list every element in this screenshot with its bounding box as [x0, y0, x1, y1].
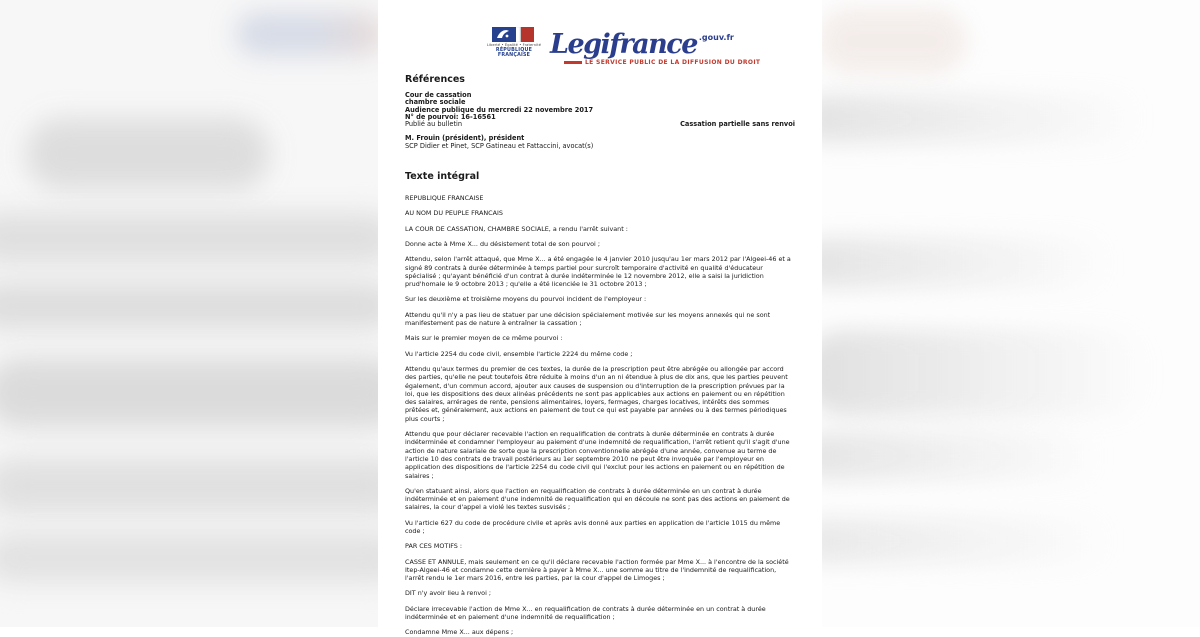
blurred-logo-reflection — [235, 12, 385, 56]
blur-band — [802, 238, 1112, 288]
background-blur-right — [822, 0, 1200, 627]
decision-paragraph: CASSE ET ANNULE, mais seulement en ce qu'il déclare recevable l'action formée par Mme X... à l'encontre de la société Itep-Algeei-46 et condamne cette dernière à payer à Mme X... une somme au titre de l'indemnité de requalification, l'arrêt rendu le 1er mars 2016, entre les parties, par la cour d'appel de Limoges ; — [405, 557, 789, 583]
blur-band — [25, 118, 270, 190]
references-heading: Références — [405, 74, 465, 85]
reference-line: Audience publique du mercredi 22 novembre 2017 — [405, 105, 594, 114]
decision-paragraph: Déclare irrecevable l'action de Mme X... en requalification de contrats à durée déterminée en un contrat à durée indéterminée et en paiement d'une indemnité de requalification ; — [405, 604, 766, 622]
decision-paragraph: Sur les deuxième et troisième moyens du pourvoi incident de l'employeur : — [405, 295, 647, 304]
full-text-body — [405, 194, 795, 637]
marianne-icon — [492, 27, 516, 42]
blur-band — [802, 330, 1152, 416]
decision-paragraph: REPUBLIQUE FRANCAISE — [405, 194, 484, 203]
decision-paragraph: Condamne Mme X... aux dépens ; — [405, 628, 514, 637]
reference-line: Cour de cassation — [405, 91, 472, 99]
reference-line: N° de pourvoi: 16-16561 — [405, 112, 496, 121]
blur-band — [817, 8, 967, 74]
references-lines — [405, 92, 795, 121]
background-blur-left — [0, 0, 378, 627]
decision-paragraph: Attendu qu'aux termes du premier de ces textes, la durée de la prescription peut être abrégée ou allongée par accord des parties, qu'elle ne peut toutefois être réduite à moins d'un an ni étendue à plus de dix ans, que les parties peuvent également, d'un commun accord, ajouter aux causes de suspension ou d'interruption de la prescription prévues par la loi, que les dispositions des deux alinéas précédents ne sont pas applicables aux actions en paiement ou en répétition des salaires, arrérages de rente, pensions alimentaires, loyers, fermages, charges locatives, intérêts des sommes prêtées et, généralement, aux actions en paiement de tout ce qui est payable par années ou à des termes périodiques plus courts ; — [405, 364, 788, 423]
full-text-heading: Texte intégral — [405, 171, 480, 183]
legifrance-wordmark — [550, 24, 760, 66]
references-block — [405, 92, 795, 150]
decision-paragraph: Qu'en statuant ainsi, alors que l'action en requalification de contrats à durée déterminée en un contrat à durée indéterminée et en paiement d'une indemnité de requalification qui en découle ne sont pas des actions en paiement de salaires, la cour d'appel a violé les textes susvisés ; — [405, 486, 790, 512]
decision-paragraph: Attendu que pour déclarer recevable l'action en requalification de contrats à durée déterminée en contrats à durée indéterminée et condamner l'employeur au paiement d'une indemnité de requalification, l'arrêt retient qu'il s'agit d'une action de nature salariale de sorte que la prescription conventionnelle abrégée d'une année, convenue au terme de l'article 10 des contrats de travail postérieurs au 1er septembre 2010 ne peut être invoquée par l'employeur en application des dispositions de l'article 2254 du code civil qui l'exclut pour les actions en paiement ou en répétition de salaires ; — [405, 430, 790, 480]
republique-francaise-emblem — [485, 27, 543, 59]
marianne-motto: Liberté • Égalité • Fraternité — [486, 43, 542, 47]
decision-paragraph: Attendu, selon l'arrêt attaqué, que Mme X... a été engagée le 4 janvier 2010 jusqu'au 1er mars 2012 par l'Algeei-46 et a signé 89 contrats à durée déterminée à temps partiel pour surcroît temporaire d'activité en qualité d'éducateur spécialisé ; qu'ayant bénéficié d'un contrat à durée indéterminée le 12 novembre 2012, elle a saisi la juridiction prud'homale le 9 octobre 2013 ; qu'elle a été licenciée le 31 octobre 2013 ; — [405, 255, 791, 289]
decision-paragraph: PAR CES MOTIFS : — [405, 542, 463, 551]
blur-band — [0, 358, 405, 428]
marianne-name: RÉPUBLIQUE FRANÇAISE — [495, 47, 533, 58]
document-page — [378, 0, 822, 637]
blur-band — [802, 432, 1102, 480]
brand-text: Legifrance — [550, 29, 697, 60]
publication-row — [405, 121, 795, 128]
decision-paragraph: Attendu qu'il n'y a pas lieu de statuer par une décision spécialement motivée sur les moyens annexés qui ne sont manifestement pas de nature à entraîner la cassation ; — [405, 310, 771, 328]
decision-badge: Cassation partielle sans renvoi — [680, 120, 795, 129]
decision-paragraph: Vu l'article 2254 du code civil, ensemble l'article 2224 du même code ; — [405, 349, 633, 358]
lawyers-line: SCP Didier et Pinet, SCP Gatineau et Fattaccini, avocat(s) — [405, 141, 594, 150]
decision-paragraph: Vu l'article 627 du code de procédure civile et après avis donné aux parties en application de l'article 1015 du même code ; — [405, 518, 781, 535]
decision-paragraph: AU NOM DU PEUPLE FRANCAIS — [405, 209, 503, 218]
blur-band — [0, 458, 405, 514]
brand-suffix: .gouv.fr — [698, 33, 734, 42]
french-flag-icon — [492, 27, 536, 42]
decision-paragraph: DIT n'y avoir lieu à renvoi ; — [405, 589, 492, 598]
legifrance-logo — [485, 24, 795, 64]
decision-paragraph: Mais sur le premier moyen de ce même pourvoi : — [405, 334, 563, 343]
reference-line: chambre sociale — [405, 98, 466, 107]
blur-band — [802, 518, 1112, 564]
blur-band — [802, 95, 1142, 143]
tagline-red-bar — [564, 61, 582, 64]
published-label: Publié au bulletin — [405, 120, 463, 129]
blur-band — [0, 533, 405, 583]
president-line: M. Frouin (président), président — [405, 134, 525, 143]
blur-band — [0, 213, 395, 263]
flag-red-stripe — [521, 27, 534, 42]
blur-band — [0, 283, 395, 329]
decision-paragraph: Donne acte à Mme X... du désistement total de son pourvoi ; — [405, 239, 600, 248]
decision-paragraph: LA COUR DE CASSATION, CHAMBRE SOCIALE, a rendu l'arrêt suivant : — [405, 224, 628, 233]
tagline-text: LE SERVICE PUBLIC DE LA DIFFUSION DU DROIT — [585, 59, 761, 66]
